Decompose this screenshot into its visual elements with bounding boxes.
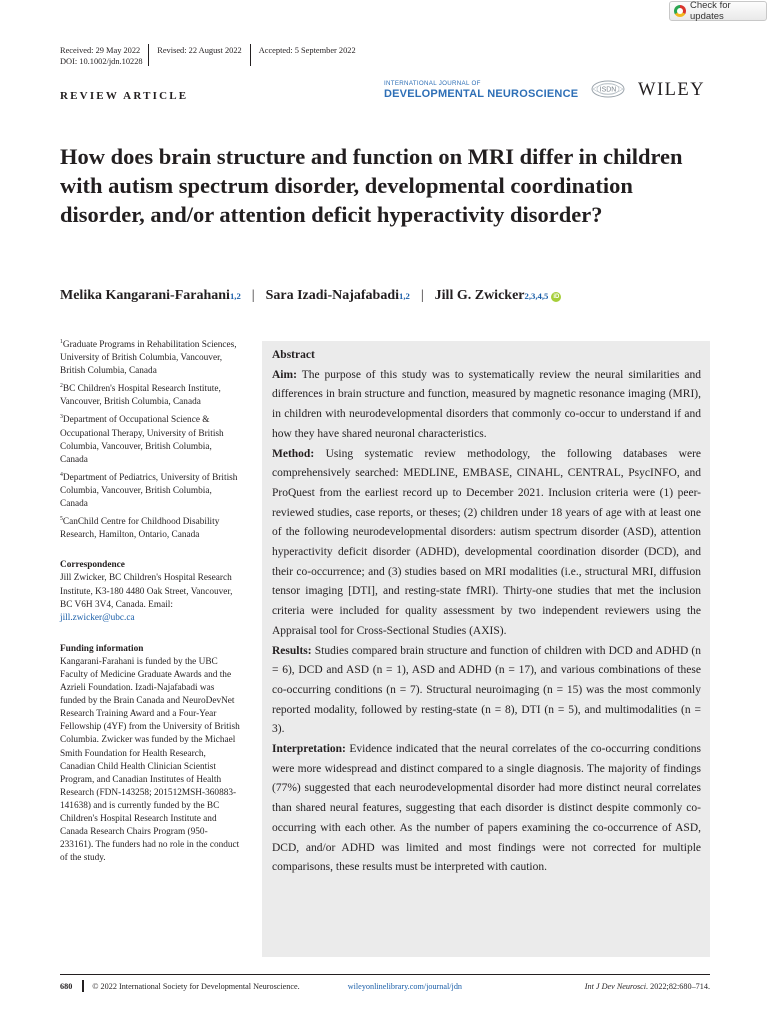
page-footer [60,980,710,992]
journal-name-small: INTERNATIONAL JOURNAL OF [384,80,481,87]
affiliation: $^2$BC Children's Hospital Research Institute, Vancouver, British Columbia, Canada [60,383,221,408]
author-list: Melika Kangarani-Farahani 1,2 | Sara Izadi-Najafabadi 1,2 | Jill G. Zwicker 2,3,4,5 iD [60,288,560,303]
article-type: REVIEW ARTICLE [60,90,189,102]
check-for-updates-button[interactable] [669,1,767,21]
author-name[interactable]: Jill G. Zwicker [434,288,525,303]
received-date: Received: 29 May 2022 [60,45,141,55]
accepted-date: Accepted: 5 September 2022 [258,45,356,55]
doi: DOI: 10.1002/jdn.10228 [60,57,143,66]
journal-name-big: DEVELOPMENTAL NEUROSCIENCE [384,88,579,100]
author-divider: | [420,288,424,303]
journal-logo [384,80,578,100]
abstract-box [262,341,710,957]
correspondence-email-link[interactable]: jill.zwicker@ubc.ca [60,612,135,623]
abstract-results: Results: Studies compared brain structure and function of children with DCD and ADHD (n = 6), DCD and ASD (n = 1), ASD and ADHD (n = 17), and various combinations of these co-occurring conditions (n = 7). Structural neuroimaging (n = 15) was the most commonly reported modality, followed by resting-state (n = 8), DTI (n = 5), and multimodalities (n = 3). [272,644,701,736]
date-divider [250,44,251,66]
orcid-icon[interactable]: iD [553,294,560,300]
abstract-method: Method: Using systematic review methodology, the following databases were comprehensively searched: MEDLINE, EMBASE, CINAHL, CENTRAL, PsycINFO, and ProQuest from the earliest record up to December 2021. Inclusion criteria were (1) peer-reviewed studies, case reports, or theses; (2) children under 18 years of age with at least one of the following neurodevelopmental disorders: autism spectrum disorder (ASD), attention hyperactivity deficit disorder (ADHD), developmental coordination disorder (DCD), and their co-occurrence; and (3) studies based on MRI modalities (i.e., structural MRI, diffusion tensor imaging [DTI], and resting-state fMRI). Thirty-one studies that met the inclusion criteria were included for quality assessment by two independent reviewers using the Appraisal tool for Cross-Sectional Studies (AXIS). [272,447,702,637]
date-divider [148,44,149,66]
left-column [60,339,240,865]
affiliation: $^1$Graduate Programs in Rehabilitation Sciences, University of British Columbia, Vancouver, British Columbia, Canada [60,338,237,377]
footer-rule [60,974,710,975]
abstract-interpretation: Interpretation: Evidence indicated that the neural correlates of the co-occurring conditions were more widespread and distinct compared to a single diagnosis. The majority of findings (77%) suggested that each neurodevelopmental disorder had more distinct neural correlates than shared neural features, suggesting that each disorder is distinct despite commonly co-occurring with each other. As the number of papers examining the co-occurrence of ASD, DCD, and/or ADHD was limited and most findings were not corrected for multiple comparisons, these results must be interpreted with caution. [272,743,701,874]
page-number: 680 [60,981,73,991]
abstract-aim: Aim: The purpose of this study was to systematically review the neural similarities and differences in brain structure and function, measured by magnetic resonance imaging (MRI), in children with neurodevelopmental disorders that commonly co-occur to understand if and how they have shared neuronal characteristics. [272,368,701,440]
author-divider: | [251,288,255,303]
revised-date: Revised: 22 August 2022 [157,45,242,55]
correspondence-text: Jill Zwicker, BC Children's Hospital Research Institute, K3-180 4480 Oak Street, Vancouver, BC V6H 3V4, Canada. Email: jill.zwicker@ubc.ca [60,573,233,623]
check-for-updates-label: Check for updates [690,0,731,22]
funding-heading: Funding information [60,643,144,654]
check-updates-icon [674,5,686,17]
affiliation: $^4$Department of Pediatrics, University of British Columbia, Vancouver, British Columbia, Canada [60,471,238,510]
article-title: How does brain structure and function on MRI differ in children with autism spectrum disorder, developmental coordination disorder, and/or attention deficit hyperactivity disorder? [60,144,683,227]
publisher-logo: WILEY [638,80,706,100]
journal-url-link[interactable]: wileyonlinelibrary.com/journal/jdn [347,981,463,991]
author-name[interactable]: Melika Kangarani-Farahani [60,288,230,303]
citation: Int J Dev Neurosci. 2022;82:680–714. [584,981,710,991]
footer-divider [82,980,84,992]
author-name[interactable]: Sara Izadi-Najafabadi [265,288,400,303]
funding-text: Kangarani-Farahani is funded by the UBC Faculty of Medicine Graduate Awards and the Azrieli Foundation. Izadi-Najafabadi was funded by the Brain Canada and NeuroDevNet Research Training Award and a Four-Year Fellowship (4YF) from the University of British Columbia. Zwicker was funded by the Michael Smith Foundation for Health Research, Canadian Child Health Clinician Scientist Program, and Canadian Institutes of Health Research (FDN-143258; 201512MSH-360883-141638) and is currently funded by the BC Children's Hospital Research Institute and Canada Research Chairs Program (950-233161). The funders had no role in the conduct of the study. [60,656,240,864]
isdn-logo [590,79,626,99]
affiliation: $^3$Department of Occupational Science & Occupational Therapy, University of British Columbia, Vancouver, British Columbia, Canada [60,414,224,465]
correspondence-heading: Correspondence [60,560,125,571]
isdn-logo-text: ISDN [599,86,617,94]
abstract-heading: Abstract [272,349,315,361]
affiliation: $^5$CanChild Centre for Childhood Disability Research, Hamilton, Ontario, Canada [60,516,220,541]
copyright: © 2022 International Society for Developmental Neuroscience. [92,981,300,991]
